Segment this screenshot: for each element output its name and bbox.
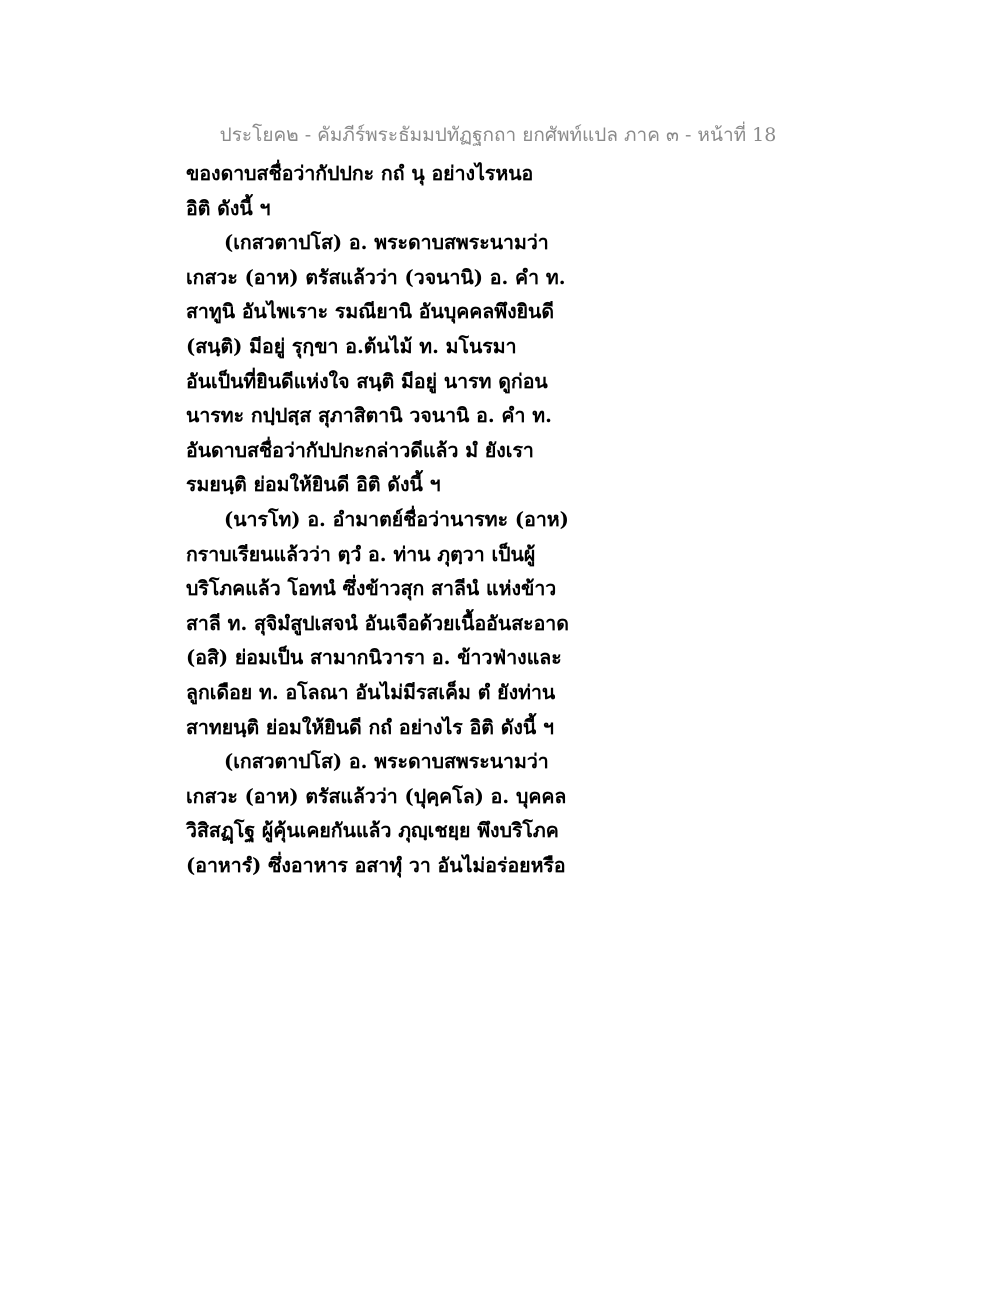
page-header (0, 120, 1000, 150)
text-line: ลูกเดือย ท. อโลณา อันไม่มีรสเค็ม ตํ ยังท่าน (186, 680, 556, 704)
text-line: อันเป็นที่ยินดีแห่งใจ สนฺติ มีอยู่ นารท ดูก่อน (186, 369, 548, 393)
text-line: (อสิ) ย่อมเป็น สามากนิวารา อ. ข้าวฟ่างและ (186, 646, 562, 670)
text-line: นารทะ กปฺปสฺส สุภาสิตานิ วจนานิ อ. คำ ท. (186, 404, 552, 428)
text-line: กราบเรียนแล้วว่า ตฺวํ อ. ท่าน ภุตฺวา เป็นผู้ (186, 542, 536, 566)
text-line: สาทูนิ อันไพเราะ รมณียานิ อันบุคคลพึงยินดี (186, 300, 555, 324)
page-header-text: ประโยค๒ - คัมภีร์พระธัมมปทัฏฐกถา ยกศัพท์แปล ภาค ๓ - หน้าที่ 18 (219, 124, 777, 146)
text-line: (เกสวตาปโส) อ. พระดาบสพระนามว่า (224, 750, 549, 774)
text-line: รมยนฺติ ย่อมให้ยินดี อิติ ดังนี้ ฯ (186, 473, 441, 497)
text-line: (เกสวตาปโส) อ. พระดาบสพระนามว่า (224, 231, 549, 255)
text-line: อันดาบสชื่อว่ากัปปกะกล่าวดีแล้ว มํ ยังเรา (186, 438, 534, 462)
text-line: ของดาบสชื่อว่ากัปปกะ กถํ นุ อย่างไรหนอ (186, 162, 534, 185)
text-line: บริโภคแล้ว โอทนํ ซึ่งข้าวสุก สาลีนํ แห่งข้าว (186, 577, 557, 601)
text-line: อิติ ดังนี้ ฯ (186, 196, 271, 220)
text-line: (สนฺติ) มีอยู่ รุกฺขา อ.ต้นไม้ ท. มโนรมา (186, 334, 517, 358)
text-line: (นารโท) อ. อำมาตย์ชื่อว่านารทะ (อาห) (224, 507, 569, 531)
text-line: เกสวะ (อาห) ตรัสแล้วว่า (ปุคฺคโล) อ. บุคคล (186, 784, 567, 808)
text-line: สาทยนฺติ ย่อมให้ยินดี กถํ อย่างไร อิติ ดังนี้ ฯ (186, 715, 554, 739)
text-line: วิสิสฏฺโฐ ผู้คุ้นเคยกันแล้ว ภุญฺเชยฺย พึงบริโภค (186, 819, 559, 843)
text-line: เกสวะ (อาห) ตรัสแล้วว่า (วจนานิ) อ. คำ ท. (186, 265, 566, 289)
text-line: สาลี ท. สุจิมํสูปเสจนํ อันเจือด้วยเนื้ออันสะอาด (186, 611, 569, 635)
body-text (186, 157, 586, 883)
text-line: (อาหารํ) ซึ่งอาหาร อสาทุํ วา อันไม่อร่อยหรือ (186, 853, 566, 877)
